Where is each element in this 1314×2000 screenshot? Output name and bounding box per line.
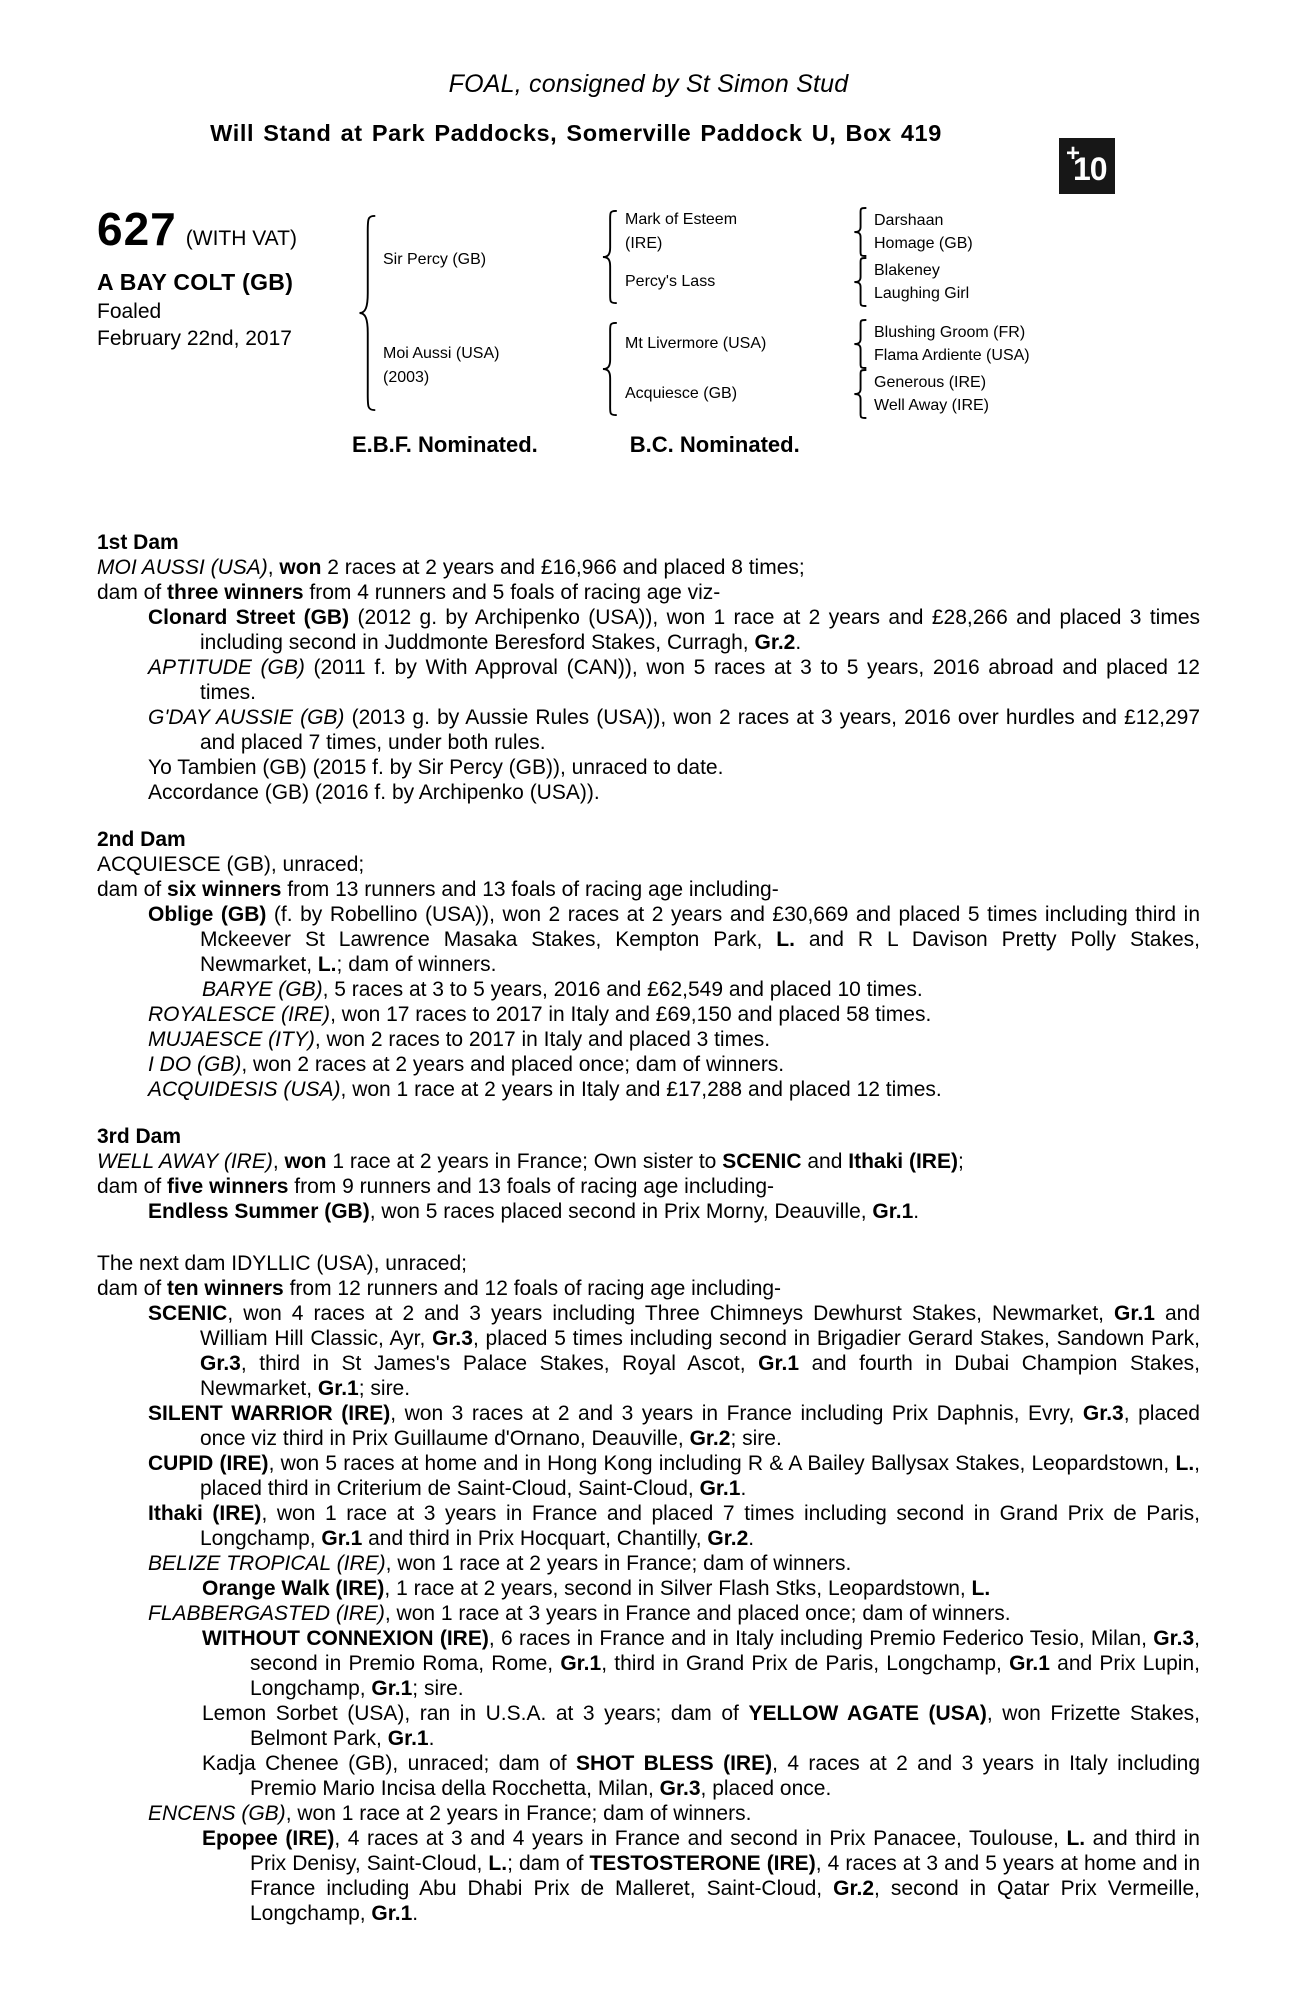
paragraph: SCENIC, won 4 races at 2 and 3 years including Three Chimneys Dewhurst Stakes, Newmarket, Gr.1 and William Hill Classic, Ayr, Gr.3, placed 5 times including second in Brigadier Gerard Stakes, Sandown Park, Gr.3, third in St James's Palace Stakes, Royal Ascot, Gr.1 and fourth in Dubai Champion Stakes, Newmarket, Gr.1; sire. <box>148 1302 1201 1400</box>
pedigree-entry: Laughing Girl <box>874 285 970 302</box>
paragraph: Endless Summer (GB), won 5 races placed second in Prix Morny, Deauville, Gr.1. <box>148 1200 920 1223</box>
paragraph: Orange Walk (IRE), 1 race at 2 years, second in Silver Flash Stks, Leopardstown, L. <box>202 1577 991 1600</box>
page-title: FOAL, consigned by St Simon Stud <box>448 70 849 98</box>
stand-location-line: Will Stand at Park Paddocks, Somerville Paddock U, Box 419 <box>210 120 942 146</box>
brace-icon <box>851 207 869 257</box>
brace-icon <box>599 322 620 416</box>
badge-number: 10 <box>1073 151 1107 187</box>
brace-icon <box>851 369 869 419</box>
bc-nomination: B.C. Nominated. <box>629 432 800 457</box>
pedigree-text-body <box>97 530 1200 1926</box>
plus-icon: + <box>1066 140 1081 167</box>
dam-name: Moi Aussi (USA) <box>383 345 500 362</box>
pedigree-table <box>97 203 1200 419</box>
paragraph: dam of ten winners from 12 runners and 12 foals of racing age including- <box>97 1277 782 1300</box>
pedigree-entry: Blushing Groom (FR) <box>874 324 1026 341</box>
section-heading: 2nd Dam <box>97 828 186 851</box>
ebf-nomination: E.B.F. Nominated. <box>352 432 538 457</box>
section-next-dam <box>97 1251 1200 1926</box>
paragraph: ACQUIDESIS (USA), won 1 race at 2 years in Italy and £17,288 and placed 12 times. <box>148 1078 942 1101</box>
nominations-row <box>352 432 1200 458</box>
paragraph: I DO (GB), won 2 races at 2 years and placed once; dam of winners. <box>148 1053 785 1076</box>
pedigree-gen2-column <box>383 207 599 419</box>
foaled-date: February 22nd, 2017 <box>97 327 292 350</box>
foaled-label: Foaled <box>97 300 162 323</box>
second-dam-name <box>625 382 851 406</box>
paragraph: ACQUIESCE (GB), unraced; <box>97 853 365 876</box>
horse-description: A BAY COLT (GB) <box>97 269 294 295</box>
paragraph: The next dam IDYLLIC (USA), unraced; <box>97 1252 467 1275</box>
sire-name: Sir Percy (GB) <box>383 251 487 268</box>
paragraph: ENCENS (GB), won 1 race at 2 years in France; dam of winners. <box>148 1802 752 1825</box>
lot-number: 627 <box>97 203 177 255</box>
paragraph: APTITUDE (GB) (2011 f. by With Approval (CAN)), won 5 races at 3 to 5 years, 2016 abroad and placed 12 times. <box>148 656 1200 704</box>
paragraph: Ithaki (IRE), won 1 race at 3 years in France and placed 7 times including second in Grand Prix de Paris, Longchamp, Gr.1 and third in Prix Hocquart, Chantilly, Gr.2. <box>148 1502 1200 1550</box>
section-heading: 3rd Dam <box>97 1125 182 1148</box>
pedigree-entry: Homage (GB) <box>874 235 973 252</box>
pedigree-entry: Darshaan <box>874 212 944 229</box>
pedigree-entry: (IRE) <box>625 235 663 252</box>
paragraph: WELL AWAY (IRE), won 1 race at 2 years in France; Own sister to SCENIC and Ithaki (IRE); <box>97 1150 964 1173</box>
paragraph: G'DAY AUSSIE (GB) (2013 g. by Aussie Rules (USA)), won 2 races at 3 years, 2016 over hurdles and £12,297 and placed 7 times, under both rules. <box>148 706 1200 754</box>
paragraph: Accordance (GB) (2016 f. by Archipenko (USA)). <box>148 781 600 804</box>
paragraph: BELIZE TROPICAL (IRE), won 1 race at 2 years in France; dam of winners. <box>148 1552 852 1575</box>
paragraph: FLABBERGASTED (IRE), won 1 race at 3 years in France and placed once; dam of winners. <box>148 1602 1011 1625</box>
paragraph: ROYALESCE (IRE), won 17 races to 2017 in Italy and £69,150 and placed 58 times. <box>148 1003 932 1026</box>
pedigree-entry: Generous (IRE) <box>874 374 987 391</box>
pedigree-entry: Flama Ardiente (USA) <box>874 347 1030 364</box>
paragraph: WITHOUT CONNEXION (IRE), 6 races in France and in Italy including Premio Federico Tesio, Milan, Gr.3, second in Premio Roma, Rome, Gr.1, third in Grand Prix de Paris, Longchamp, Gr.1 and Prix Lupin, Longchamp, Gr.1; sire. <box>202 1627 1200 1700</box>
paragraph: Lemon Sorbet (USA), ran in U.S.A. at 3 years; dam of YELLOW AGATE (USA), won Frizette Stakes, Belmont Park, Gr.1. <box>202 1702 1200 1750</box>
dam-year: (2003) <box>383 369 430 386</box>
paragraph: dam of five winners from 9 runners and 13 foals of racing age including- <box>97 1175 775 1198</box>
brace-icon <box>851 319 869 369</box>
paragraph: Kadja Chenee (GB), unraced; dam of SHOT BLESS (IRE), 4 races at 2 and 3 years in Italy including Premio Mario Incisa della Rocchetta, Milan, Gr.3, placed once. <box>202 1752 1200 1800</box>
pedigree-entry: Well Away (IRE) <box>874 397 989 414</box>
pedigree-entry: Acquiesce (GB) <box>625 385 738 402</box>
paragraph: dam of six winners from 13 runners and 13 foals of racing age including- <box>97 878 779 901</box>
paragraph: Yo Tambien (GB) (2015 f. by Sir Percy (GB)), unraced to date. <box>148 756 724 779</box>
pedigree-entry: Mt Livermore (USA) <box>625 335 767 352</box>
paragraph: MOI AUSSI (USA), won 2 races at 2 years and £16,966 and placed 8 times; <box>97 556 805 579</box>
lot-info <box>97 203 355 419</box>
paragraph: Clonard Street (GB) (2012 g. by Archipenko (USA)), won 1 race at 2 years and £28,266 and placed 3 times including second in Juddmonte Beresford Stakes, Curragh, Gr.2. <box>148 606 1200 654</box>
paragraph: BARYE (GB), 5 races at 3 to 5 years, 2016 and £62,549 and placed 10 times. <box>202 978 923 1001</box>
paragraph: Epopee (IRE), 4 races at 3 and 4 years in France and second in Prix Panacee, Toulouse, L. and third in Prix Denisy, Saint-Cloud, L.; dam of TESTOSTERONE (IRE), 4 races at 3 and 5 years at home and in France including Abu Dhabi Prix de Malleret, Saint-Cloud, Gr.2, second in Qatar Prix Vermeille, Longchamp, Gr.1. <box>202 1827 1200 1925</box>
pedigree-gen34-column <box>599 207 1200 419</box>
sire-family <box>599 207 1200 307</box>
paragraph: Oblige (GB) (f. by Robellino (USA)), won 2 races at 2 years and £30,669 and placed 5 times including third in Mckeever St Lawrence Masaka Stakes, Kempton Park, L. and R L Davison Pretty Polly Stakes, Newmarket, L.; dam of winners. <box>148 903 1200 976</box>
paragraph: SILENT WARRIOR (IRE), won 3 races at 2 and 3 years in France including Prix Daphnis, Evry, Gr.3, placed once viz third in Prix Guillaume d'Ornano, Deauville, Gr.2; sire. <box>148 1402 1200 1450</box>
paragraph: dam of three winners from 4 runners and 5 foals of racing age viz- <box>97 581 721 604</box>
section-second-dam <box>97 827 1200 1102</box>
grandsire-name <box>625 208 851 256</box>
damsire-name <box>625 332 851 356</box>
section-first-dam <box>97 530 1200 805</box>
pedigree-entry: Percy's Lass <box>625 273 716 290</box>
paragraph: MUJAESCE (ITY), won 2 races to 2017 in Italy and placed 3 times. <box>148 1028 771 1051</box>
granddam-name <box>625 270 851 294</box>
section-heading: 1st Dam <box>97 531 179 554</box>
pedigree-entry: Mark of Esteem <box>625 211 738 228</box>
paragraph: CUPID (IRE), won 5 races at home and in Hong Kong including R & A Bailey Ballysax Stakes, Leopardstown, L., placed third in Criterium de Saint-Cloud, Saint-Cloud, Gr.1. <box>148 1452 1201 1500</box>
pedigree-entry: Blakeney <box>874 262 940 279</box>
dam-family <box>599 319 1200 419</box>
vat-note: (WITH VAT) <box>185 227 297 250</box>
brace-icon <box>599 210 620 304</box>
brace-icon <box>355 214 379 412</box>
brace-icon <box>851 257 869 307</box>
section-third-dam <box>97 1124 1200 1224</box>
